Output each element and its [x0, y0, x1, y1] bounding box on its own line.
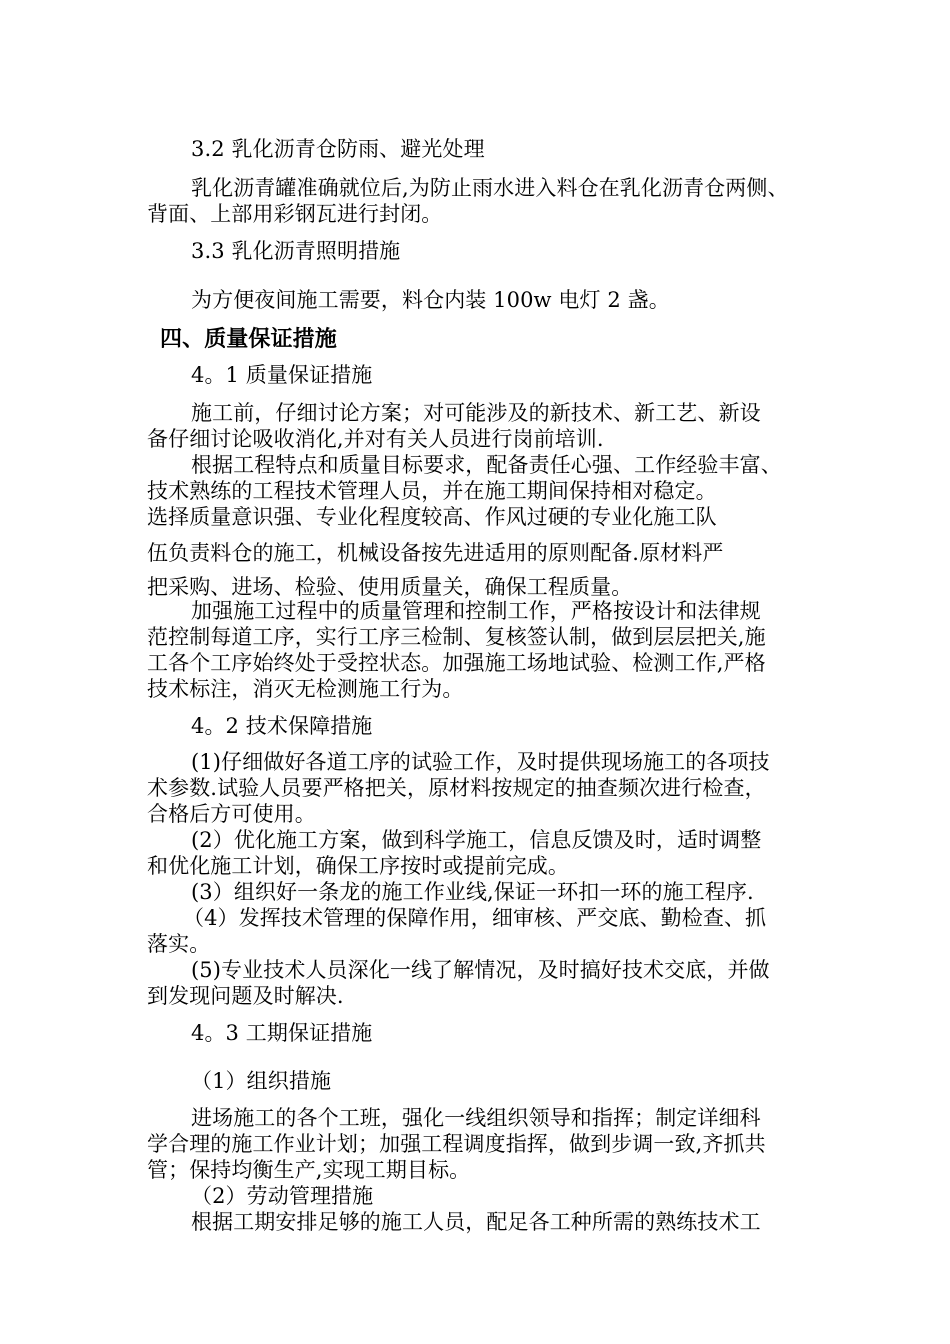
paragraph-line: 施工前，仔细讨论方案；对可能涉及的新技术、新工艺、新设	[191, 401, 761, 425]
list-item-line: 和优化施工计划，确保工序按时或提前完成。	[147, 854, 569, 878]
paragraph-line: 管；保持均衡生产,实现工期目标。	[147, 1158, 471, 1182]
paragraph-line: 学合理的施工作业计划；加强工程调度指挥，做到步调一致,齐抓共	[147, 1132, 766, 1156]
section-4-1-title: 4。1 质量保证措施	[191, 363, 373, 387]
list-item-line: 合格后方可使用。	[147, 802, 316, 826]
paragraph-line: 选择质量意识强、专业化程度较高、作风过硬的专业化施工队	[147, 505, 717, 529]
paragraph-line: 根据工期安排足够的施工人员，配足各工种所需的熟练技术工	[191, 1210, 761, 1234]
list-item-line: (5)专业技术人员深化一线了解情况，及时搞好技术交底，并做	[191, 958, 770, 982]
list-item-line: 到发现问题及时解决.	[147, 984, 344, 1008]
section-4-heading: 四、质量保证措施	[160, 326, 337, 352]
paragraph-line: 伍负责料仓的施工，机械设备按先进适用的原则配备.原材料严	[147, 541, 724, 565]
subsection-title: （1）组织措施	[191, 1069, 332, 1093]
section-4-3-title: 4。3 工期保证措施	[191, 1021, 373, 1045]
section-3-2-title: 3.2 乳化沥青仓防雨、避光处理	[191, 137, 485, 161]
paragraph-line: 背面、上部用彩钢瓦进行封闭。	[147, 202, 443, 226]
paragraph-line: 工各个工序始终处于受控状态。加强施工场地试验、检测工作,严格	[147, 651, 766, 675]
list-item-line: 术参数.试验人员要严格把关，原材料按规定的抽查频次进行检查，	[147, 776, 766, 800]
paragraph-line: 备仔细讨论吸收消化,并对有关人员进行岗前培训.	[147, 427, 604, 451]
list-item-line: （4）发挥技术管理的保障作用，细审核、严交底、勤检查、抓	[183, 906, 767, 930]
list-item-line: (3）组织好一条龙的施工作业线,保证一环扣一环的施工程序.	[191, 880, 754, 904]
paragraph-line: 进场施工的各个工班，强化一线组织领导和指挥；制定详细科	[191, 1106, 761, 1130]
paragraph-line: 把采购、进场、检验、使用质量关，确保工程质量。	[147, 575, 633, 599]
paragraph-line: 乳化沥青罐准确就位后,为防止雨水进入料仓在乳化沥青仓两侧、	[191, 176, 789, 200]
paragraph-line: 范控制每道工序，实行工序三检制、复核签认制，做到层层把关,施	[147, 625, 766, 649]
list-item-line: (1)仔细做好各道工序的试验工作，及时提供现场施工的各项技	[191, 750, 770, 774]
paragraph-line: 根据工程特点和质量目标要求，配备责任心强、工作经验丰富、	[191, 453, 782, 477]
paragraph-line: 加强施工过程中的质量管理和控制工作，严格按设计和法律规	[191, 599, 761, 623]
section-3-3-title: 3.3 乳化沥青照明措施	[191, 239, 401, 263]
paragraph-line: 技术标注，消灭无检测施工行为。	[147, 677, 464, 701]
paragraph-line: 为方便夜间施工需要，料仓内装 100w 电灯 2 盏。	[191, 288, 670, 312]
section-4-2-title: 4。2 技术保障措施	[191, 714, 373, 738]
list-item-line: 落实。	[147, 932, 211, 956]
paragraph-line: 技术熟练的工程技术管理人员，并在施工期间保持相对稳定。	[147, 479, 717, 503]
subsection-title: （2）劳动管理措施	[191, 1184, 374, 1208]
list-item-line: (2）优化施工方案，做到科学施工，信息反馈及时，适时调整	[191, 828, 762, 852]
